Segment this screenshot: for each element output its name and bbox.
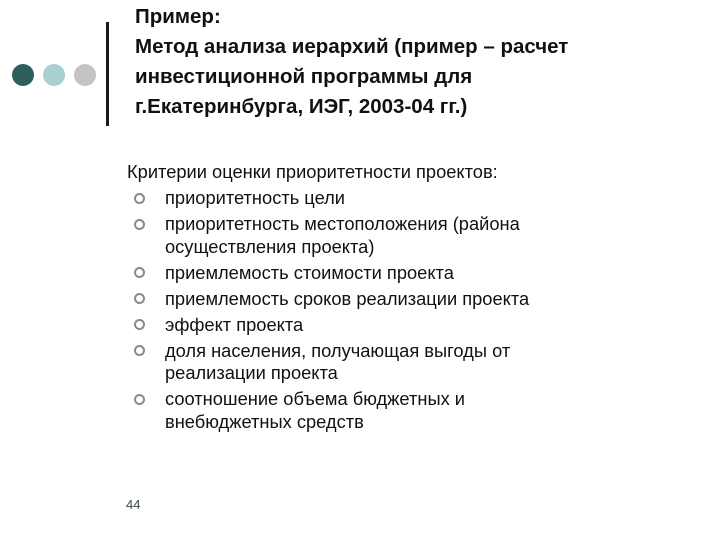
slide-body [127,161,707,437]
circle-bullet-icon [134,319,145,330]
circle-bullet-icon [134,219,145,230]
criteria-item-text: соотношение объема бюджетных и [165,388,466,409]
circle-bullet-icon [134,267,145,278]
criteria-intro: Критерии оценки приоритетности проектов: [127,161,498,182]
decorative-dots [12,64,96,86]
criteria-item [127,187,707,210]
decorative-dot-gray [74,64,96,86]
circle-bullet-icon [134,345,145,356]
criteria-item [127,288,707,311]
title-line: Пример: [135,5,221,28]
title-line: г.Екатеринбурга, ИЭГ, 2003-04 гг.) [135,95,468,118]
title-line: Метод анализа иерархий (пример – расчет [135,35,569,58]
criteria-item-text: доля населения, получающая выгоды от [165,339,511,361]
page-number: 44 [126,497,141,512]
criteria-item [127,213,707,258]
decorative-dot-light-teal [43,64,65,86]
circle-bullet-icon [134,293,145,304]
criteria-item-text: приоритетность местоположения (района [165,213,520,234]
criteria-item [127,388,707,433]
criteria-list [127,187,707,433]
circle-bullet-icon [134,193,145,204]
criteria-item-text: приоритетность цели [165,187,346,208]
criteria-item-text: осуществления проекта) [165,235,375,257]
decorative-dot-dark [12,64,34,86]
criteria-item-text: приемлемость стоимости проекта [165,261,454,283]
criteria-item-text: эффект проекта [165,313,304,335]
slide-title [135,2,705,122]
criteria-item-text: приемлемость сроков реализации проекта [165,287,530,309]
criteria-item [127,340,707,385]
criteria-item-text: реализации проекта [165,362,338,383]
circle-bullet-icon [134,394,145,405]
criteria-item [127,262,707,285]
title-divider-line [106,22,109,126]
criteria-item-text: внебюджетных средств [165,410,364,432]
title-line: инвестиционной программы для [135,65,473,88]
criteria-item [127,314,707,337]
